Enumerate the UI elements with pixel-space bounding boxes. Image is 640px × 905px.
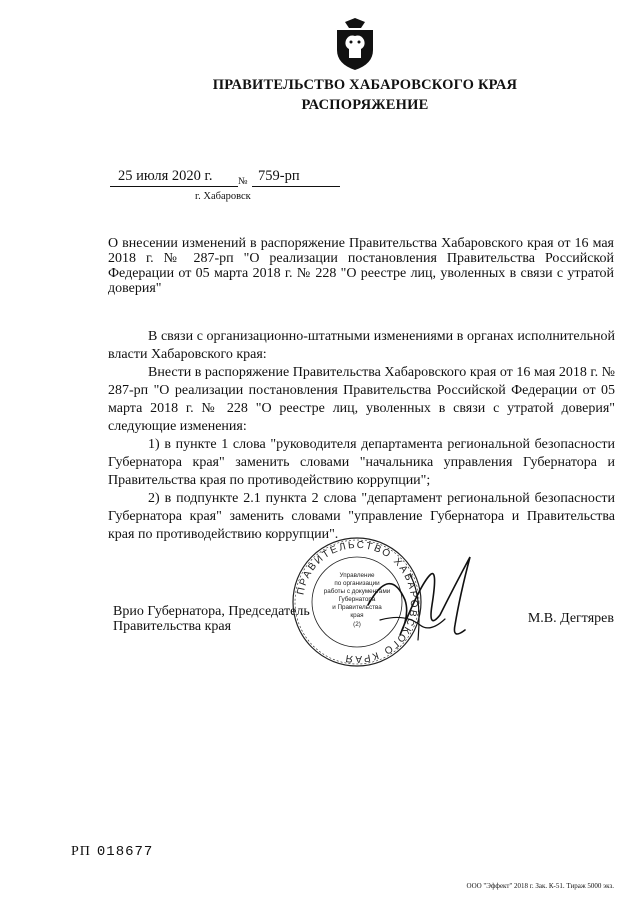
stamp-line: края [350,612,364,619]
printer-footer: ООО "Эффект" 2018 г. Зак. К-51. Тираж 5000 экз. [466,882,614,890]
signatory-title [113,604,310,634]
document-subject: О внесении изменений в распоряжение Правительства Хабаровского края от 16 мая 2018 г. № 287-рп "О реализации постановления Правительства Российской Федерации от 05 марта 2018 г. № 228 "О реестре лиц, уволенных в связи с утратой доверия" [108,236,614,296]
stamp-line: и Правительства [332,604,382,611]
stamp-line: (2) [353,621,361,628]
coat-of-arms-emblem [331,16,379,72]
signatory-title-line1: Врио Губернатора, Председатель [113,604,310,619]
handwritten-signature [360,545,480,655]
form-serial-number [71,844,153,860]
stamp-ring-text: ПРАВИТЕЛЬСТВО ХАБАРОВСКОГО КРАЯ [295,539,420,665]
document-body [108,328,615,544]
body-paragraph: 2) в подпункте 2.1 пункта 2 слова "департамент региональной безопасности Губернатора края" заменить словами "управление Губернатора и Правительства края по противодействию коррупции". [108,491,615,542]
stamp-line: работы с документами [323,588,391,595]
number-sign: № [238,176,248,187]
stamp-line: Управление [339,572,375,579]
body-paragraph: В связи с организационно-штатными изменениями в органах исполнительной власти Хабаровского края: [108,329,615,362]
document-type-title: РАСПОРЯЖЕНИЕ [301,97,429,113]
serial-number: 018677 [96,844,154,860]
number-underline [252,186,340,187]
stamp-line: по организации [334,580,380,587]
body-paragraph: Внести в распоряжение Правительства Хабаровского края от 16 мая 2018 г. № 287-рп "О реализации постановления Правительства Российской Федерации от 05 марта 2018 г. № 228 "О реестре лиц, уволенных в связи с утратой доверия" следующие изменения: [108,365,615,434]
serial-prefix: РП [71,844,91,859]
document-city: г. Хабаровск [195,191,251,202]
document-date: 25 июля 2020 г. [118,168,213,184]
date-underline [110,186,238,187]
document-number: 759-рп [258,168,300,184]
body-paragraph: 1) в пункте 1 слова "руководителя департамента региональной безопасности Губернатора края" заменить словами "начальника управления Губернатора и Правительства края по противодействию коррупции"; [108,437,615,488]
signatory-title-line2: Правительства края [113,619,232,634]
organization-title: ПРАВИТЕЛЬСТВО ХАБАРОВСКОГО КРАЯ [212,77,518,93]
stamp-line: Губернатора [338,596,376,603]
signatory-name: М.В. Дегтярев [527,611,614,626]
